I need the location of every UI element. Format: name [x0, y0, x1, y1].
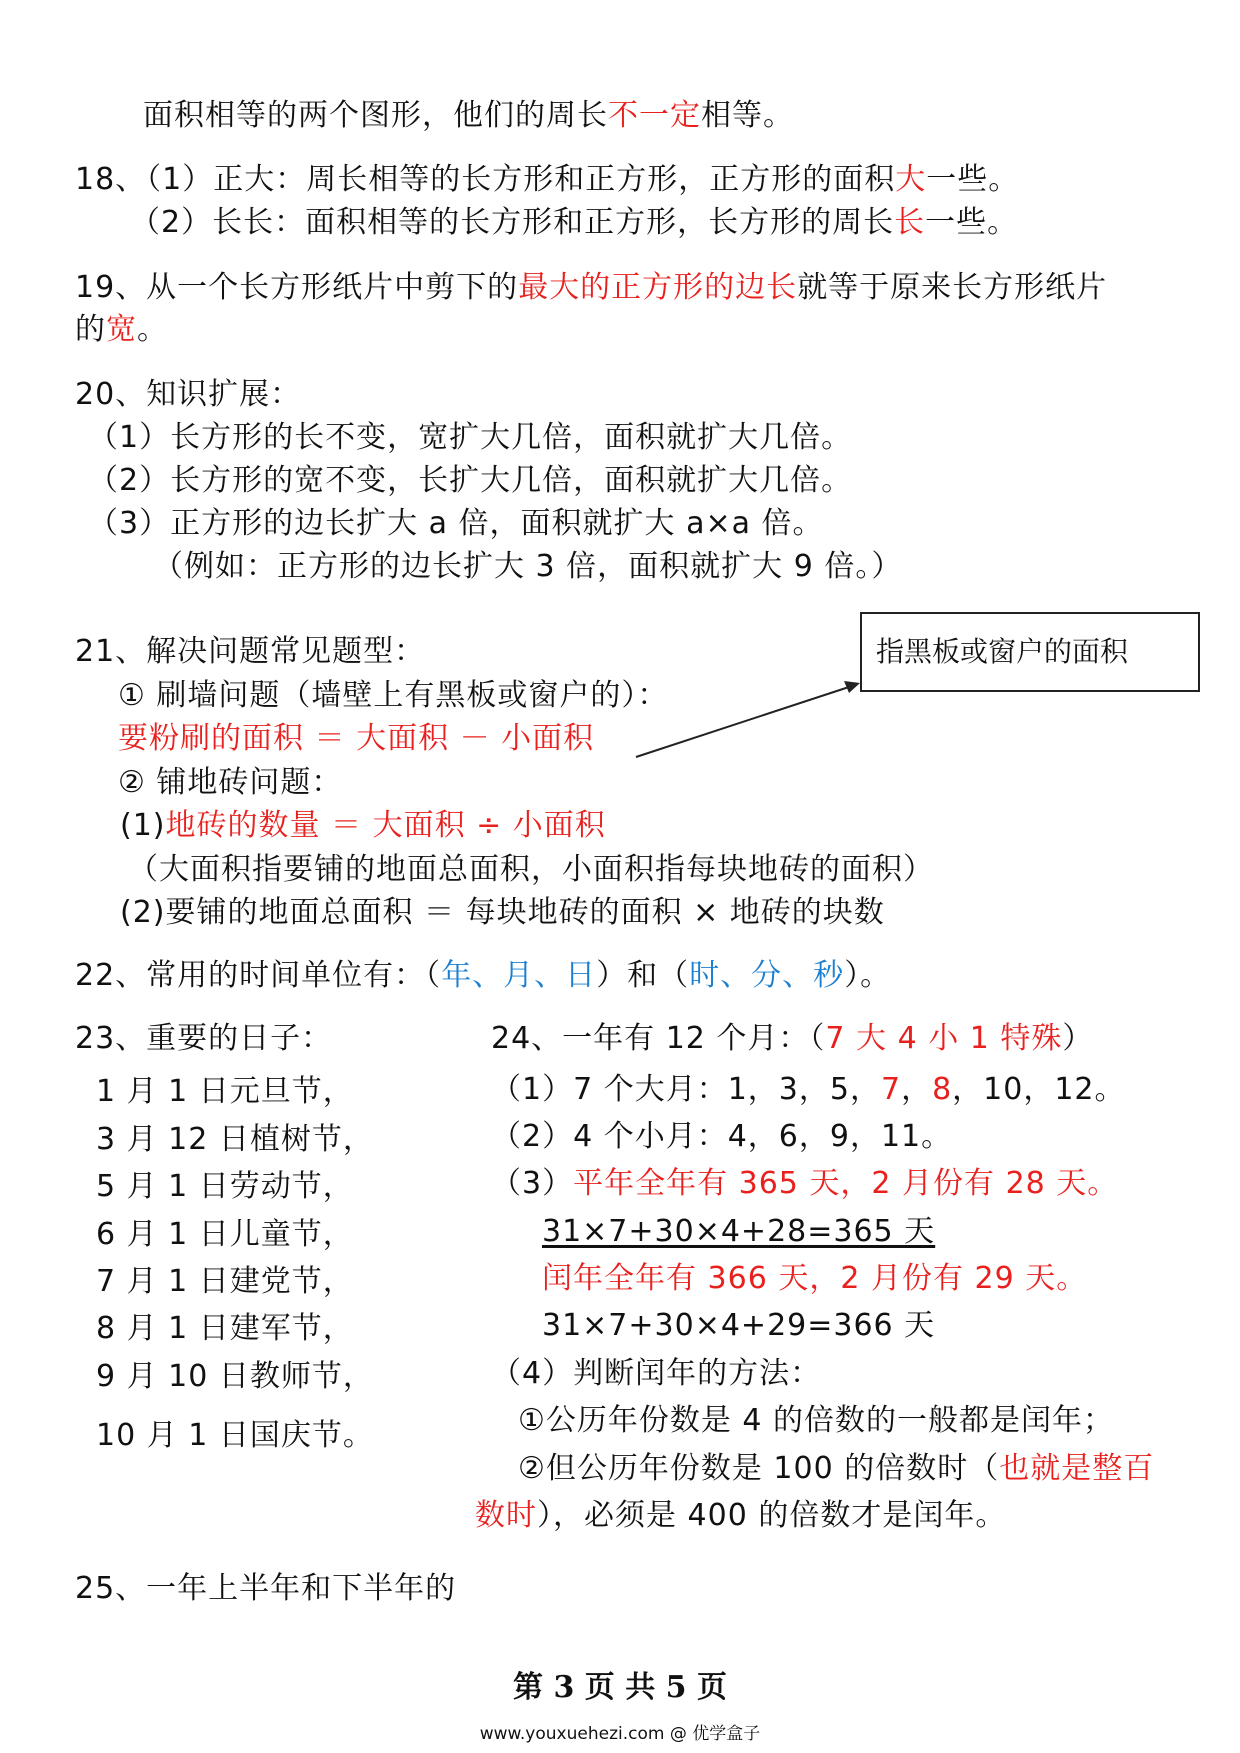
- text: （3）: [491, 1166, 574, 1201]
- leap-year-formula: 31×7+30×4+29=366 天: [542, 1308, 936, 1343]
- holiday: 10 月 1 日国庆节。: [96, 1418, 374, 1453]
- highlight: 地砖的数量 ＝ 大面积 ÷ 小面积: [165, 808, 606, 843]
- text: 24、一年有 12 个月：（: [491, 1021, 826, 1056]
- holiday: 3 月 12 日植树节，: [96, 1122, 374, 1157]
- highlight: 最大的正方形的边长: [518, 270, 798, 305]
- text: 就等于原来长方形纸片: [797, 270, 1108, 305]
- holiday: 1 月 1 日元旦节，: [96, 1074, 354, 1109]
- text: 19、从一个长方形纸片中剪下的: [75, 270, 519, 305]
- text: 的: [75, 312, 106, 347]
- text: 18、（1）正大：周长相等的长方形和正方形，正方形的面积: [75, 162, 896, 197]
- text: 面积相等的两个图形，他们的周长: [143, 98, 608, 133]
- wall-painting-formula: 要粉刷的面积 ＝ 大面积 － 小面积: [118, 721, 595, 756]
- text: 22、常用的时间单位有：（: [75, 958, 442, 993]
- leap-year-method-heading: （4）判断闰年的方法：: [491, 1356, 822, 1391]
- highlight: 7: [880, 1072, 902, 1107]
- text: ）。: [844, 958, 892, 993]
- source-watermark: www.youxuehezi.com @ 优学盒子: [479, 1724, 761, 1744]
- item-21-heading: 21、解决问题常见题型：: [75, 634, 426, 669]
- highlight: 时、分、秒: [689, 958, 845, 993]
- highlight: 7 大 4 小 1 特殊: [825, 1021, 1063, 1056]
- text: （1）7 个大月：1，3，5，: [491, 1072, 881, 1107]
- holiday: 8 月 1 日建军节，: [96, 1311, 354, 1346]
- highlight: 长: [894, 205, 926, 240]
- text: 。: [137, 312, 168, 347]
- text: (1): [120, 808, 166, 843]
- highlight: 也就是整百: [999, 1451, 1155, 1486]
- highlight: 平年全年有 365 天，2 月份有 28 天。: [573, 1166, 1119, 1201]
- holiday: 5 月 1 日劳动节，: [96, 1169, 354, 1204]
- page-number: 第 3 页 共 5 页: [513, 1670, 727, 1705]
- item-20-example: （例如：正方形的边长扩大 3 倍，面积就扩大 9 倍。）: [153, 549, 903, 584]
- leap-year-rule-2-cont: [475, 1496, 1006, 1536]
- highlight: 宽: [106, 312, 137, 347]
- text: 相等。: [701, 98, 794, 133]
- floor-tile-formula-2: (2)要铺的地面总面积 ＝ 每块地砖的面积 × 地砖的块数: [120, 895, 885, 930]
- big-months: [491, 1070, 1126, 1110]
- floor-tile-note: （大面积指要铺的地面总面积，小面积指每块地砖的面积）: [128, 852, 934, 887]
- common-year: [491, 1164, 1118, 1204]
- highlight: 不一定: [608, 98, 701, 133]
- leap-year-rule-2: [518, 1449, 1154, 1489]
- text: 一些。: [925, 205, 1019, 240]
- leap-year-rule-1: ①公历年份数是 4 的倍数的一般都是闰年；: [518, 1403, 1115, 1438]
- wall-painting-problem: ① 刷墙问题（墙壁上有黑板或窗户的）：: [118, 678, 669, 713]
- item-20-point-1: （1）长方形的长不变，宽扩大几倍，面积就扩大几倍。: [88, 420, 853, 455]
- text: ，: [901, 1072, 933, 1107]
- item-20-heading: 20、知识扩展：: [75, 377, 302, 412]
- item-25-clip: [75, 1569, 459, 1613]
- holiday: 9 月 10 日教师节，: [96, 1359, 374, 1394]
- highlight: 8: [932, 1072, 953, 1107]
- floor-tile-problem: ② 铺地砖问题：: [118, 765, 343, 800]
- highlight: 数时: [475, 1498, 537, 1533]
- small-months: （2）4 个小月：4，6，9，11。: [491, 1119, 953, 1154]
- holiday: 6 月 1 日儿童节，: [96, 1217, 354, 1252]
- highlight: 大: [895, 162, 927, 197]
- holiday: 7 月 1 日建党节，: [96, 1264, 354, 1299]
- text: ），必须是 400 的倍数才是闰年。: [537, 1498, 1007, 1533]
- highlight: 年、月、日: [441, 958, 597, 993]
- text: 一些。: [926, 162, 1020, 197]
- common-year-formula: 31×7+30×4+28=365 天: [542, 1214, 936, 1249]
- text: ②但公历年份数是 100 的倍数时（: [518, 1451, 1000, 1486]
- item-25: 25、一年上半年和下半年的: [75, 1571, 457, 1606]
- item-20-point-3: （3）正方形的边长扩大 a 倍，面积就扩大 a×a 倍。: [88, 506, 824, 541]
- item-22: [75, 956, 891, 996]
- text: ，10，12。: [952, 1072, 1126, 1107]
- callout-box: 指黑板或窗户的面积: [860, 612, 1200, 692]
- item-20-point-2: （2）长方形的宽不变，长扩大几倍，面积就扩大几倍。: [88, 463, 853, 498]
- item-24-heading: [491, 1019, 1093, 1059]
- text: （2）长长：面积相等的长方形和正方形，长方形的周长: [130, 205, 895, 240]
- text: ）: [1062, 1021, 1094, 1056]
- leap-year: 闰年全年有 366 天，2 月份有 29 天。: [542, 1261, 1088, 1296]
- item-23-heading: 23、重要的日子：: [75, 1021, 333, 1056]
- text: ）和（: [596, 958, 690, 993]
